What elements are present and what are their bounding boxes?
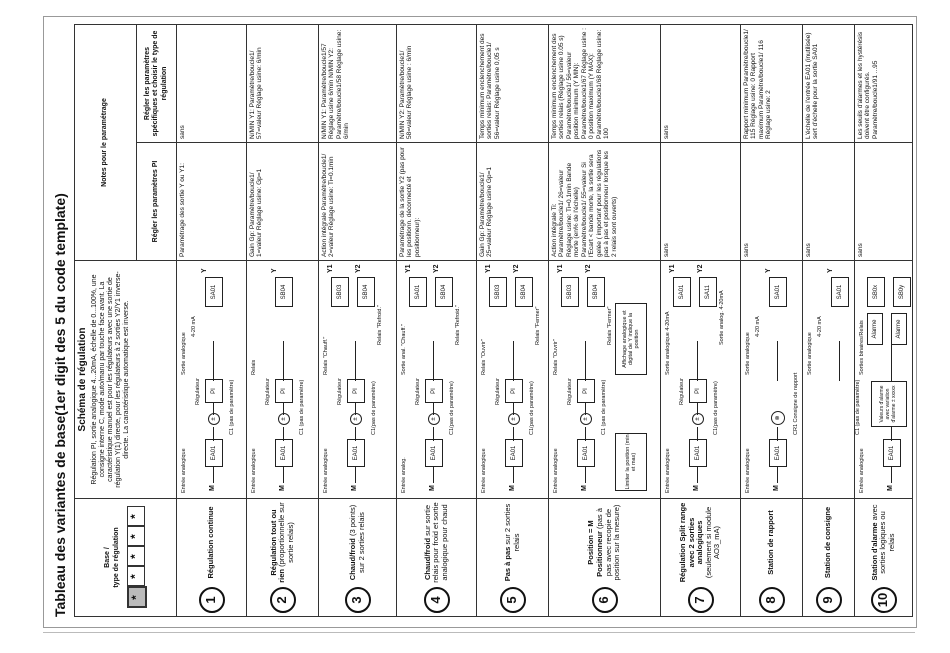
input-box: EA01 (769, 439, 787, 467)
table-row (319, 24, 397, 616)
sum-junction-icon: ± (208, 413, 220, 425)
table-row (477, 24, 549, 616)
input-label: Entrée analogique (553, 448, 559, 493)
diagram-cell (549, 261, 661, 499)
base-title: Base / (104, 547, 112, 568)
row-title: Chaud/froid (422, 537, 432, 581)
row-number: 3 (345, 587, 371, 613)
input-label: Entrée analog. (401, 457, 407, 493)
specific-notes-cell (397, 24, 477, 142)
specific-notes: sans (663, 125, 670, 139)
setpoint-label: CR1 Consigne de rapport (793, 372, 799, 435)
output-y: Y1 (485, 264, 492, 273)
output-y: Y (201, 268, 208, 273)
regulator-box: PI (347, 379, 365, 403)
diagram-cell (477, 261, 549, 499)
row-title: Station d'alarme (869, 522, 879, 581)
specific-notes: Rapport minimum Paramètre/boucle1/ 115 Réglage usine: 0 Rapport maximum Paramètre/boucle1/ 116 Réglage usine: 2 (743, 29, 773, 139)
output-label: Sortie analogique (807, 332, 813, 375)
sum-junction-icon: ± (278, 413, 290, 425)
row-subtitle: (pas à pas avec recopie de position sur la mesure) (594, 504, 622, 581)
output-box-2: SA11 (699, 277, 717, 307)
row-number: 6 (592, 587, 618, 613)
input-box: EA01 (425, 439, 443, 467)
specific-notes: Temps minimum enclenchement des sorties relais: Paramètre/boucle1/ 56=valeur Réglage usine 0,05 s (479, 33, 501, 139)
measure-label: M (209, 485, 216, 491)
row-title: Régulation continue (206, 506, 216, 579)
output-box: SA01 (673, 277, 691, 307)
pi-notes: Action intégrale Ti: Paramètre/boucle1/ 26=valeur Réglage usine: Ti=0.1min Bande morte (en% de l'échelle) Paramètre/boucle1/ 55=valeur Si l'Ecart < bande morte, la sortie sera gelée ( important pour les régulations pas à pas et positionneur lorsque les 2 relais sont ouverts) (551, 149, 618, 257)
specific-notes-cell (549, 24, 661, 142)
row-title: Pas à pas (502, 546, 512, 582)
star-selected: * (127, 587, 147, 609)
sum-junction-icon: ± (508, 413, 520, 425)
pi-notes-cell (397, 143, 477, 261)
pi-notes: Paramétrage de la sortie Y2 (pas pour les positionn. déconnecté et positionneur): (399, 146, 421, 257)
setpoint-label: C1 (pas de paramètre) (299, 379, 305, 435)
page-divider (43, 632, 915, 633)
pi-notes-cell (661, 143, 741, 261)
output-label-2: Relais "Fermer" (607, 306, 613, 345)
input-box: EA01 (275, 439, 293, 467)
row-subtitle: (proportionnelle sur sortie relais) (277, 502, 295, 567)
row-label-cell (741, 499, 803, 617)
row-label-cell (549, 499, 661, 617)
input-box: EA01 (205, 439, 223, 467)
regulator-box: PI (505, 379, 523, 403)
output-y2: Y2 (697, 264, 704, 273)
sum-junction-icon: ± (428, 413, 440, 425)
row-label-cell (661, 499, 741, 617)
diagram-cell (855, 261, 913, 499)
table-row (397, 24, 477, 616)
row-number: 10 (871, 587, 897, 613)
header-specific: Régler les paramètres spécifiques et choisir le type de régulation (137, 24, 177, 142)
schema-title: Schéma de régulation (77, 327, 88, 432)
output-signal: 4-20 mA (191, 316, 197, 337)
row-title: Station de consigne (823, 506, 833, 579)
output-y: Y1 (557, 264, 564, 273)
pi-notes: sans (805, 243, 812, 257)
output-y: Y1 (405, 264, 412, 273)
measure-label: M (509, 485, 516, 491)
setpoint-label: C1(pas de paramètre) (529, 381, 535, 435)
pi-notes-cell (177, 143, 247, 261)
diagram-cell (741, 261, 803, 499)
regulator-label: Régulateur (265, 378, 271, 405)
position-label: Position = M (586, 520, 596, 565)
rotated-sheet (50, 21, 914, 621)
measure-label: M (279, 485, 286, 491)
output-box-2: SB04 (515, 277, 533, 307)
pi-notes-cell (741, 143, 803, 261)
output-box: SB03 (331, 277, 349, 307)
output-signal: 4-20 mA (755, 316, 761, 337)
pi-notes: sans (857, 243, 864, 257)
row-label-cell (855, 499, 913, 617)
output-y: Y (765, 268, 772, 273)
input-box: EA01 (883, 439, 901, 467)
schema-description: Régulation PI, sortie analogique 4...20mA, échelle de 0...100%, une consigne interne C, mode auto/manu par touche face avant. La caractéristique manuel est pour les régulateurs avec une sortie de régulation Y(1) directe, pour les régulateurs à 2 sorties Y2/Y1 inverse-directe. La caractéristique automatique est inverse. (90, 271, 130, 488)
row-title: Régulation Split range avec 2 sorties analogiques (677, 502, 705, 583)
output-label: Relais "Ouvrir" (481, 339, 487, 375)
header-base (75, 499, 177, 617)
output-y2: Y2 (355, 264, 362, 273)
diagram-cell (319, 261, 397, 499)
output-box: SA01 (831, 277, 849, 307)
diagram-cell (803, 261, 861, 499)
table-row (177, 24, 247, 616)
input-box: EA01 (577, 439, 595, 467)
document-title: Tableau des variantes de base(1er digit des 5 du code template) (52, 193, 68, 617)
header-schema (75, 261, 177, 499)
input-label: Entrée analogique (859, 448, 865, 493)
measure-label: M (351, 485, 358, 491)
table-row (247, 24, 319, 616)
row-title: Régulation tout ou rien (268, 509, 287, 583)
output-box-2: SB0y (893, 277, 911, 307)
input-label: Entrée analogique (665, 448, 671, 493)
table-row (661, 24, 741, 616)
pi-notes-cell (477, 143, 549, 261)
input-label: Entrée analogique (251, 448, 257, 493)
star: * (127, 567, 145, 587)
input-label: Entrée analogique (323, 448, 329, 493)
table-row (803, 24, 855, 616)
specific-notes-cell (247, 24, 319, 142)
row-number: 2 (270, 587, 296, 613)
pi-notes: Gain Gp: Paramètre/boucle1/ 1=valeur Réglage usine: Gp=1 (249, 168, 264, 257)
output-y: Y (827, 268, 834, 273)
regulator-label: Régulateur (337, 378, 343, 405)
measure-label: M (887, 485, 894, 491)
row-title: Station de rapport (766, 510, 776, 575)
input-box: EA01 (689, 439, 707, 467)
star: * (127, 507, 145, 527)
diagram-cell (177, 261, 247, 499)
measure-label: M (581, 485, 588, 491)
row-label-cell (177, 499, 247, 617)
input-label: Entrée analogique (481, 448, 487, 493)
regulator-box: PI (275, 379, 293, 403)
setpoint-label: C1 (pas de paramètre) (601, 379, 607, 435)
output-label: Relais "Chauff." (323, 336, 329, 375)
star: * (127, 527, 145, 547)
alarm-values-box: Valeurs d'alarme avec variation d'alarme ± xxxxx (871, 381, 907, 427)
regulator-label: Régulateur (495, 378, 501, 405)
header-notes: Notes pour le paramétrage (75, 24, 137, 260)
specific-notes-cell (319, 24, 397, 142)
header-pi: Régler les paramètres PI (137, 143, 177, 261)
alarm-box: Alarme (867, 313, 883, 345)
pi-notes: sans (743, 243, 750, 257)
specific-notes: N/MIN Y1: Paramètre/boucle1/57 Réglage usine 6/min N/MIN Y2: Paramètre/boucle1/58 Réglage usine: 6/min (321, 29, 351, 139)
pi-notes-cell (549, 143, 661, 261)
row-label-cell (477, 499, 549, 617)
output-box: SA01 (769, 277, 787, 307)
variants-table (74, 24, 913, 617)
specific-notes: L'échelle de l'entrée EA01 (inutilisée) sert d'échelle pour la sortie SA01 (805, 32, 820, 139)
diagram-cell (397, 261, 477, 499)
specific-notes-cell (177, 24, 247, 142)
output-label-2: Relais "Refroid." (377, 305, 383, 345)
sum-junction-icon: ± (580, 413, 592, 425)
output-label: Sortie analogique 4-20mA (665, 311, 671, 375)
output-y: Y1 (327, 264, 334, 273)
diagram-cell (247, 261, 319, 499)
input-label: Entrée analogique (181, 448, 187, 493)
row-label-cell (319, 499, 397, 617)
diagram-cell (661, 261, 741, 499)
output-box: SA01 (409, 277, 427, 307)
setpoint-label: C1(pas de paramètre) (371, 381, 377, 435)
output-signal: 4-20 mA (817, 316, 823, 337)
specific-notes-cell (661, 24, 741, 142)
sum-junction-icon: ± (350, 413, 362, 425)
setpoint-label: C1(pas de paramètre) (713, 381, 719, 435)
output-label-2: Relais "Fermer" (535, 306, 541, 345)
regulator-label: Régulateur (195, 378, 201, 405)
row-number: 7 (688, 587, 714, 613)
ratio-multiplier-icon: ⊗ (771, 411, 785, 425)
pi-notes: Gain Gp: Paramètre/boucle1/ 25=valeur Réglage usine Gp=1 (479, 167, 494, 257)
output-label: Sortie anal. "Chauff." (401, 324, 407, 375)
specific-notes-cell (477, 24, 549, 142)
input-box: EA01 (347, 439, 365, 467)
specific-notes-cell (803, 24, 855, 142)
specific-notes: Les seuils d'alarmes et les hystérésis doivent être configurés. Paramètre/boucle1/91 ...95 (857, 31, 879, 139)
input-box: EA01 (505, 439, 523, 467)
row-title: Chaud/froid (347, 538, 357, 581)
pi-notes-cell (247, 143, 319, 261)
row-title: Positionneur (594, 531, 604, 577)
output-label: Sortie analogique (181, 332, 187, 375)
row-subtitle: avec sorties logiques ou relais (869, 504, 896, 574)
output-y: Y (271, 268, 278, 273)
output-label: Relais (251, 359, 257, 375)
row-number: 5 (500, 587, 526, 613)
table-row (549, 24, 661, 616)
specific-notes-cell (855, 24, 913, 142)
row-subtitle: (3 points) sur 2 sorties relais (347, 504, 366, 573)
output-y2: Y2 (433, 264, 440, 273)
pi-notes: Action intégrale Paramètre/boucle1/ 2=valeur Réglage usine: Ti=0.1min (321, 153, 336, 257)
specific-notes: N/MIN Y1: Paramètre/boucle1/ 57=valeur Réglage usine: 6/min (249, 47, 264, 139)
setpoint-label: C1(pas de paramètre) (449, 381, 455, 435)
output-box-2: SB04 (435, 277, 453, 307)
output-box-2: SB04 (357, 277, 375, 307)
output-box: SB0x (867, 277, 885, 307)
row-subtitle: (seulement si module AO3_mA) (703, 506, 722, 579)
output-label: Sortie analogique (745, 332, 751, 375)
specific-notes: sans (179, 125, 186, 139)
row-label-cell (803, 499, 855, 617)
pi-notes: Paramétrage des sortie Y ou Y1: (179, 163, 186, 257)
pi-notes: sans (663, 243, 670, 257)
output-box: SB03 (489, 277, 507, 307)
row-number: 4 (424, 587, 450, 613)
row-label-cell (247, 499, 319, 617)
star: * (127, 547, 145, 567)
pi-notes-cell (855, 143, 913, 261)
sum-junction-icon: ± (692, 413, 704, 425)
output-box: SB04 (275, 277, 293, 307)
specific-notes: N/MIN Y2: Paramètre/boucle1/ 58=valeur Réglage usine : 6/min (399, 45, 414, 139)
output-y2: Y2 (585, 264, 592, 273)
base-subtitle: type de régulation (112, 527, 120, 588)
regulator-label: Régulateur (567, 378, 573, 405)
regulator-box: PI (425, 379, 443, 403)
output-box: SA01 (205, 277, 223, 307)
code-stars (127, 502, 147, 613)
regulator-label: Régulateur (679, 378, 685, 405)
row-label-cell (397, 499, 477, 617)
row-number: 1 (199, 587, 225, 613)
measure-label: M (773, 485, 780, 491)
measure-label: M (693, 485, 700, 491)
table-row (855, 24, 913, 616)
row-subtitle: sur sortie relais pour froid et sortie analogique pour chaud (422, 502, 449, 583)
row-number: 8 (759, 587, 785, 613)
limit-box: Limiter la position (min et max) (615, 433, 647, 491)
pi-notes-cell (803, 143, 855, 261)
output-label: Relais "Ouvrir" (553, 339, 559, 375)
regulator-box: PI (205, 379, 223, 403)
output-y2: Y2 (513, 264, 520, 273)
row-subtitle: sur 2 sorties relais (502, 503, 521, 552)
output-y: Y1 (669, 264, 676, 273)
alarm-box: Alarme (891, 313, 907, 345)
output-label: Sorties binaires/Relais (859, 320, 865, 375)
display-box: Affichage analogique et digital de Y indique la position (615, 303, 647, 375)
output-label-2: Relais "Refroid." (455, 305, 461, 345)
measure-label: M (429, 485, 436, 491)
output-box: SB03 (561, 277, 579, 307)
regulator-label: Régulateur (415, 378, 421, 405)
specific-notes: Temps minimum enclenchement des sorties relais (Réglage usine 0.05 s) Paramètre/boucle1/ 56=valeur position minimum (Y MIN): Paramètre/boucle1/67 Réglage usine : 0 position maximum (Y MAX): Paramètre/boucle1/68 Réglage usine: 100 (551, 28, 611, 139)
input-label: Entrée analogique (745, 448, 751, 493)
row-number: 9 (816, 587, 842, 613)
table-row (741, 24, 803, 616)
regulator-box: PI (577, 379, 595, 403)
pi-notes-cell (319, 143, 397, 261)
setpoint-label: C1 (pas de paramètre) (229, 379, 235, 435)
regulator-box: PI (689, 379, 707, 403)
output-box-2: SB04 (587, 277, 605, 307)
output-label-2: Sortie analog. 4-20mA (719, 290, 725, 345)
document-page (43, 16, 917, 628)
setpoint-label: C1 (pas de paramètre) (855, 379, 861, 435)
specific-notes-cell (741, 24, 803, 142)
